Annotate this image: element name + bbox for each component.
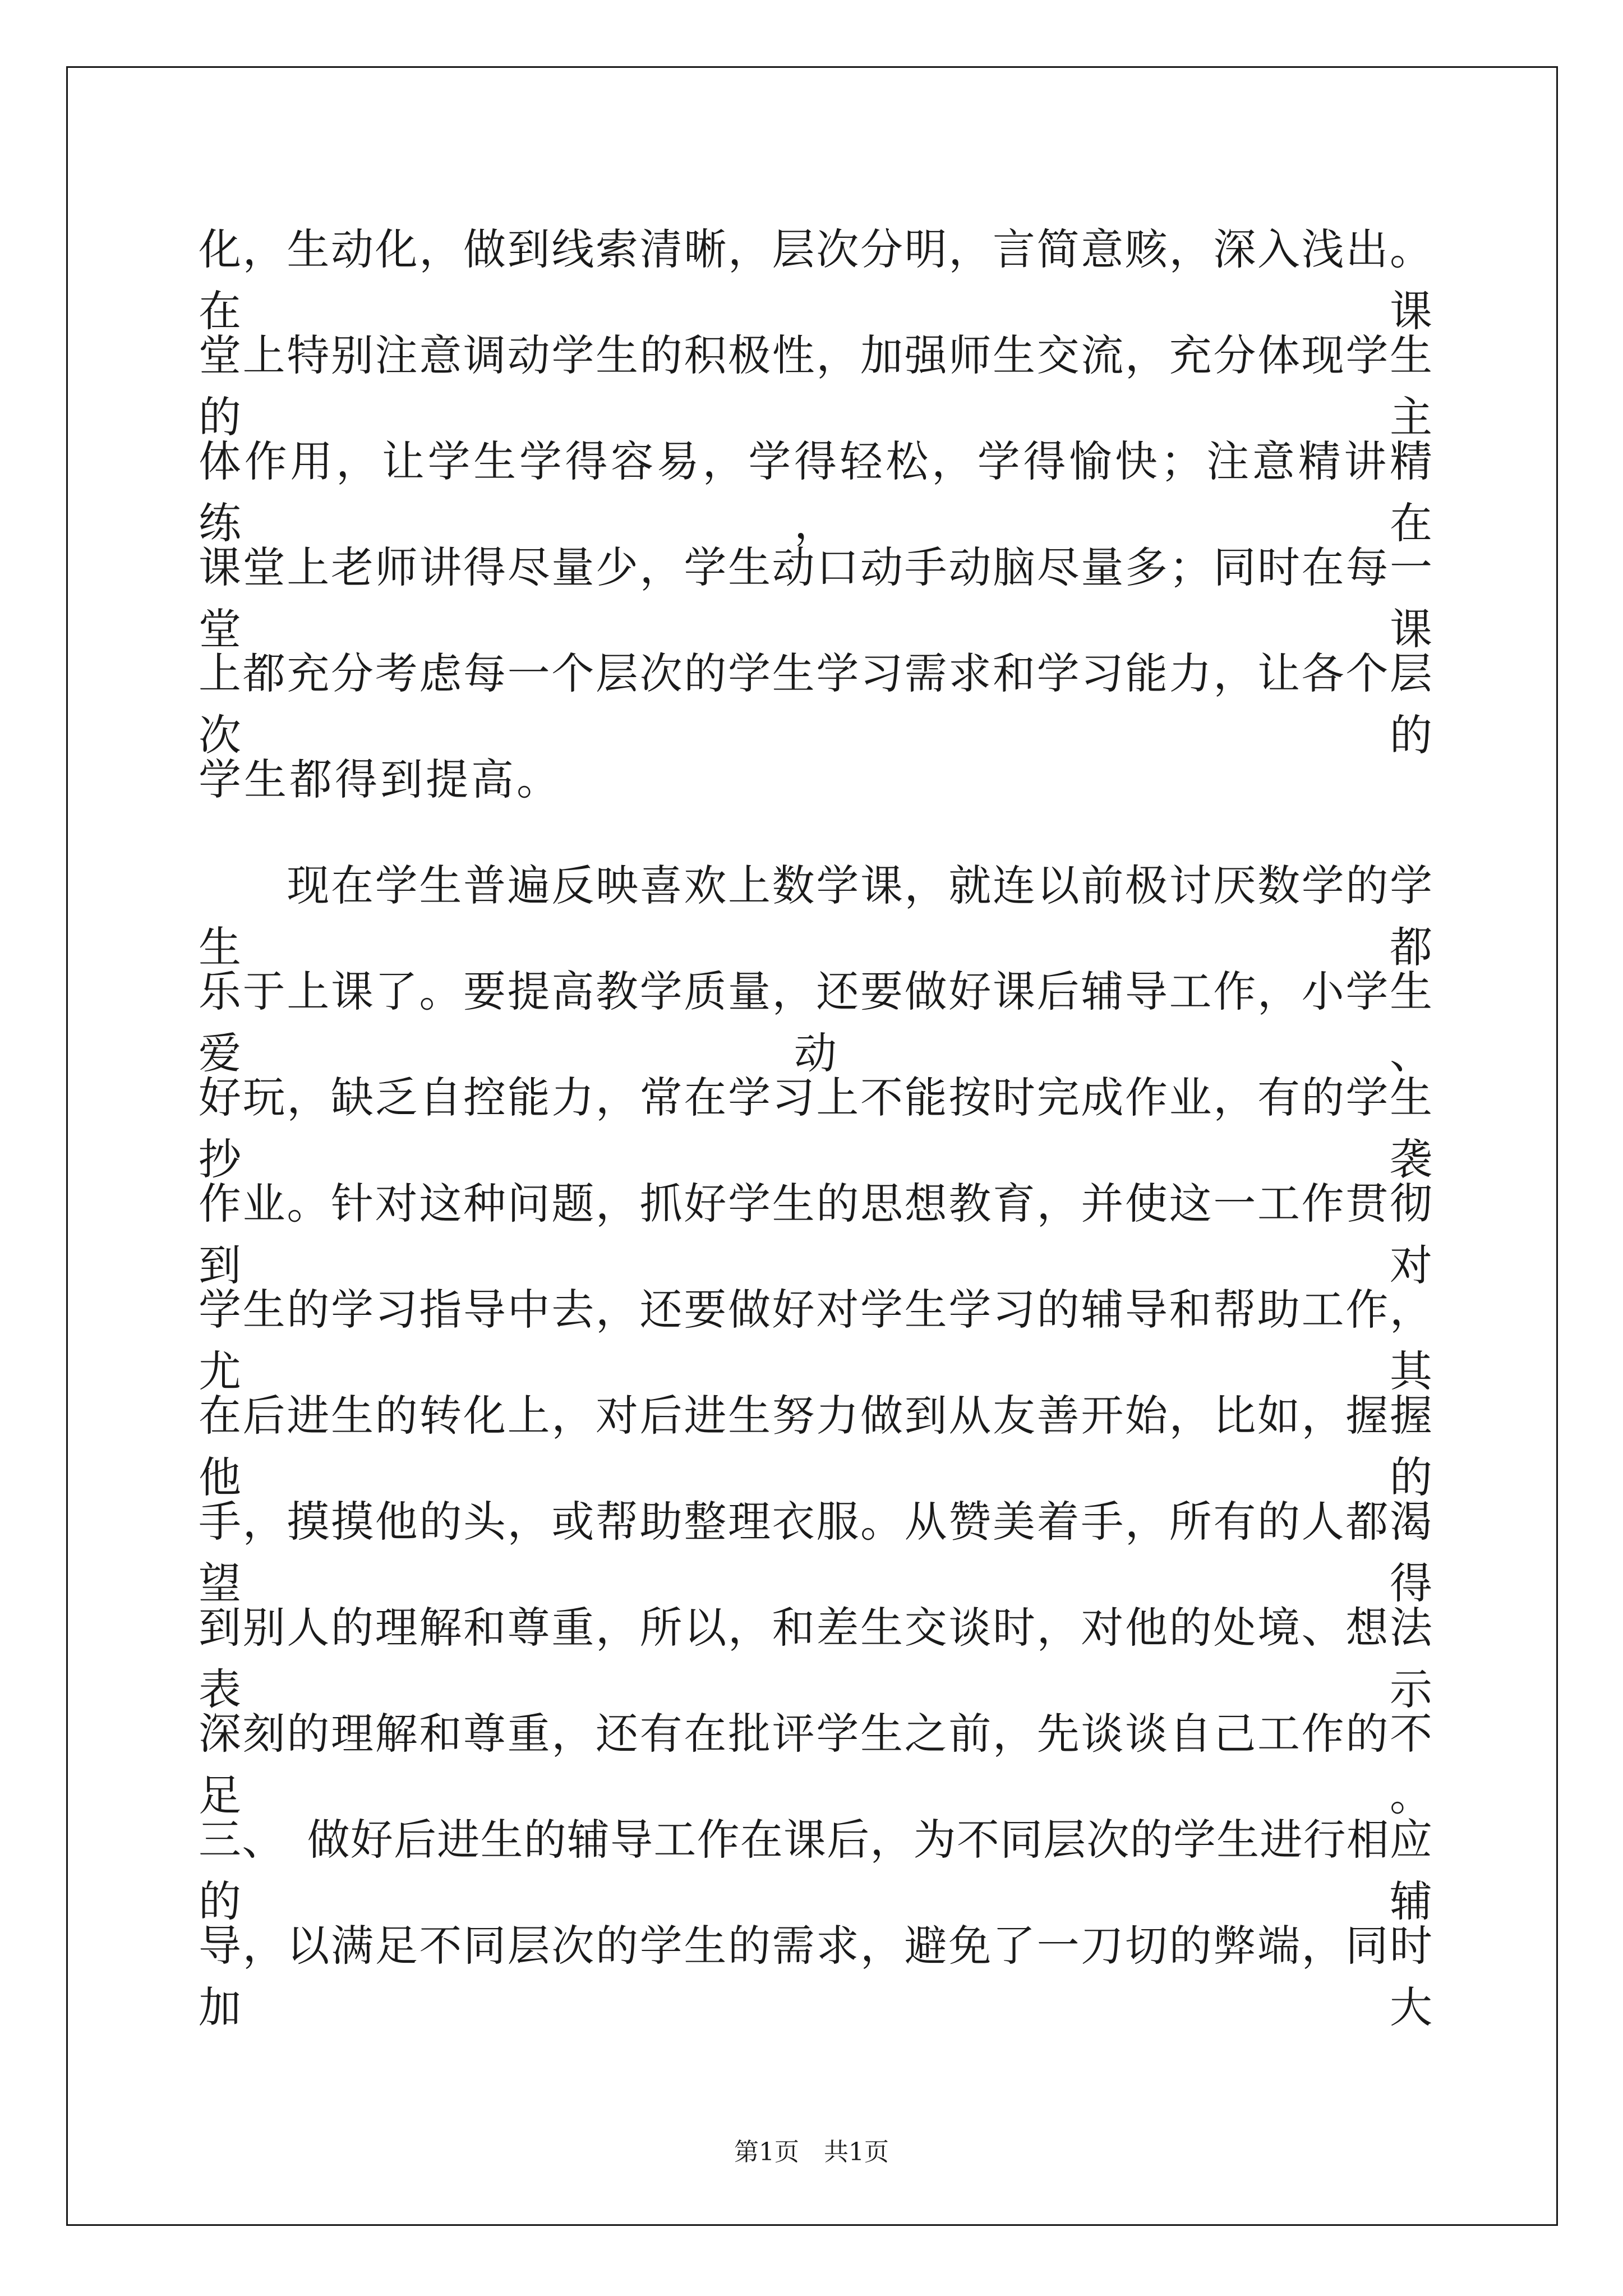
page-footer: 第1页 共1页 (734, 2138, 889, 2166)
text-line: 三、 做好后进生的辅导工作在课后，为不同层次的学生进行相应的辅 (199, 1815, 1432, 1926)
text-line: 导，以满足不同层次的学生的需求，避免了一刀切的弊端，同时加大 (199, 1921, 1432, 2032)
text-line: 上都充分考虑每一个层次的学生学习需求和学习能力，让各个层次的 (199, 648, 1432, 760)
text-line: 现在学生普遍反映喜欢上数学课，就连以前极讨厌数学的学生都 (199, 861, 1432, 972)
text-line: 作业。针对这种问题，抓好学生的思想教育，并使这一工作贯彻到对 (199, 1179, 1432, 1290)
text-line: 到别人的理解和尊重，所以，和差生交谈时，对他的处境、想法表示 (199, 1603, 1432, 1714)
text-line: 学生的学习指导中去，还要做好对学生学习的辅导和帮助工作，尤其 (199, 1285, 1432, 1396)
document-body (199, 219, 1432, 2032)
text-line: 在后进生的转化上，对后进生努力做到从友善开始，比如，握握他的 (199, 1391, 1432, 1502)
text-line: 化，生动化，做到线索清晰，层次分明，言简意赅，深入浅出。在课 (199, 224, 1432, 336)
text-line: 好玩，缺乏自控能力，常在学习上不能按时完成作业，有的学生抄袭 (199, 1073, 1432, 1184)
text-line: 学生都得到提高。 (199, 754, 562, 804)
text-line: 手，摸摸他的头，或帮助整理衣服。从赞美着手，所有的人都渴望得 (199, 1497, 1432, 1608)
text-line: 课堂上老师讲得尽量少，学生动口动手动脑尽量多；同时在每一堂课 (199, 542, 1432, 654)
text-line: 堂上特别注意调动学生的积极性，加强师生交流，充分体现学生的主 (199, 330, 1432, 442)
text-line: 乐于上课了。要提高教学质量，还要做好课后辅导工作，小学生爱动、 (199, 967, 1432, 1078)
text-line: 体作用，让学生学得容易，学得轻松，学得愉快；注意精讲精练，在 (199, 436, 1432, 548)
text-line: 深刻的理解和尊重，还有在批评学生之前，先谈谈自己工作的不足。 (199, 1709, 1432, 1820)
